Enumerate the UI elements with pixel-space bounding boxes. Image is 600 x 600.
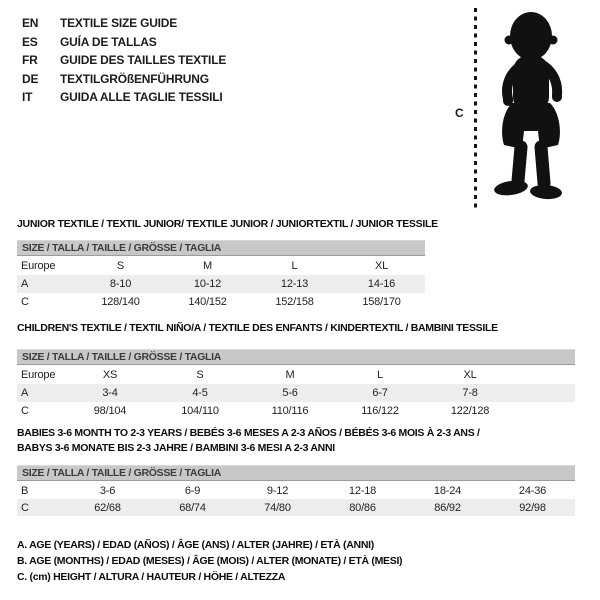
language-row-it	[22, 88, 226, 107]
language-title-list	[22, 14, 226, 107]
table-cell: 152/158	[275, 296, 314, 308]
table-cell: 14-16	[367, 278, 396, 290]
table-row-height	[17, 293, 425, 311]
childrens-size-header-bar: SIZE / TALLA / TAILLE / GRÖSSE / TAGLIA	[17, 349, 575, 365]
table-cell: 62/68	[94, 501, 121, 514]
row-label-cell: A	[21, 278, 29, 290]
junior-table-title: JUNIOR TEXTILE / TEXTIL JUNIOR/ TEXTILE JUNIOR / JUNIORTEXTIL / JUNIOR TESSILE	[17, 218, 438, 230]
table-cell: 3-6	[99, 484, 116, 497]
table-cell: XS	[102, 369, 118, 381]
junior-textile-section	[17, 218, 438, 311]
footnote-c-height: C. (cm) HEIGHT / ALTURA / HAUTEUR / HÖHE / ALTEZZA	[17, 571, 286, 583]
table-cell: 98/104	[93, 405, 127, 417]
table-cell: XL	[374, 260, 389, 272]
babies-table-title-line1: BABIES 3-6 MONTH TO 2-3 YEARS / BEBÉS 3-6 MESES A 2-3 AÑOS / BÉBÉS 3-6 MOIS À 2-3 ANS /	[17, 427, 480, 439]
table-row-age	[17, 275, 425, 293]
footnote-legend	[17, 537, 402, 585]
language-code: FR	[22, 53, 38, 68]
table-cell: 7-8	[462, 387, 478, 399]
table-row-europe	[17, 257, 425, 275]
language-code: DE	[22, 71, 39, 86]
table-cell: 18-24	[433, 484, 462, 497]
table-cell: 80/86	[349, 501, 376, 514]
table-cell: S	[116, 260, 125, 272]
table-cell: 9-12	[266, 484, 289, 497]
table-cell: 128/140	[101, 296, 140, 308]
table-cell: 6-9	[184, 484, 201, 497]
table-cell: L	[291, 260, 298, 272]
table-cell: 3-4	[102, 387, 118, 399]
table-cell: 4-5	[192, 387, 208, 399]
guide-title-fr: GUIDE DES TAILLES TEXTILE	[60, 53, 227, 68]
spacer-cell	[515, 366, 575, 384]
spacer-cell	[515, 384, 575, 402]
row-label-cell: B	[21, 484, 29, 497]
table-row-age	[17, 384, 575, 402]
babies-textile-section	[17, 426, 575, 516]
row-label-cell: Europe	[21, 260, 56, 272]
footnote-b-age-months: B. AGE (MONTHS) / EDAD (MESES) / ÂGE (MOIS) / ALTER (MONATE) / ETÀ (MESI)	[17, 555, 403, 567]
table-cell: M	[203, 260, 212, 272]
table-cell: 12-13	[280, 278, 309, 290]
language-row-en	[22, 14, 226, 33]
height-marker-c-label: C	[455, 106, 464, 120]
height-measurement-dashed-line	[474, 8, 477, 209]
row-label-cell: Europe	[21, 369, 56, 381]
table-cell: 8-10	[109, 278, 132, 290]
table-cell: 92/98	[519, 501, 546, 514]
table-cell: 122/128	[450, 405, 490, 417]
babies-table-title-line2: BABYS 3-6 MONATE BIS 2-3 JAHRE / BAMBINI 3-6 MESI A 2-3 ANNI	[17, 442, 335, 454]
language-code: IT	[22, 90, 33, 105]
row-label-cell: A	[21, 387, 29, 399]
guide-title-it: GUIDA ALLE TAGLIE TESSILI	[60, 90, 223, 105]
table-row-europe	[17, 366, 575, 384]
guide-title-de: TEXTILGRÖßENFÜHRUNG	[60, 71, 209, 86]
spacer-cell	[515, 402, 575, 420]
table-cell: 104/110	[181, 405, 219, 417]
language-code: EN	[22, 16, 39, 31]
childrens-table-title: CHILDREN'S TEXTILE / TEXTIL NIÑO/A / TEXTILE DES ENFANTS / KINDERTEXTIL / BAMBINI TESSILE	[17, 322, 498, 334]
junior-size-header-bar: SIZE / TALLA / TAILLE / GRÖSSE / TAGLIA	[17, 240, 425, 256]
table-cell: 24-36	[518, 484, 547, 497]
table-cell: L	[377, 369, 383, 381]
junior-size-table	[17, 257, 425, 311]
table-cell: 68/74	[179, 501, 206, 514]
guide-title-es: GUÍA DE TALLAS	[60, 34, 157, 49]
childrens-size-table	[17, 366, 575, 420]
language-code: ES	[22, 34, 38, 49]
childrens-textile-section	[17, 322, 575, 420]
table-cell: 6-7	[372, 387, 388, 399]
toddler-silhouette	[485, 9, 575, 209]
row-label-cell: C	[21, 501, 29, 514]
table-cell: 12-18	[348, 484, 377, 497]
table-row-height	[17, 499, 575, 516]
table-cell: 86/92	[434, 501, 461, 514]
table-cell: 116/122	[361, 405, 399, 417]
table-cell: 140/152	[188, 296, 227, 308]
row-label-cell: C	[21, 405, 29, 417]
footnote-a-age-years: A. AGE (YEARS) / EDAD (AÑOS) / ÂGE (ANS) / ALTER (JAHRE) / ETÀ (ANNI)	[17, 539, 374, 551]
guide-title-en: TEXTILE SIZE GUIDE	[60, 16, 178, 31]
table-cell: 5-6	[282, 387, 298, 399]
table-cell: 110/116	[271, 405, 309, 417]
row-label-cell: C	[21, 296, 29, 308]
table-cell: 74/80	[264, 501, 291, 514]
table-cell: 158/170	[362, 296, 401, 308]
language-row-de	[22, 70, 226, 89]
table-row-height	[17, 402, 575, 420]
table-row-age-months	[17, 482, 575, 499]
table-cell: XL	[463, 369, 477, 381]
babies-size-header-bar: SIZE / TALLA / TAILLE / GRÖSSE / TAGLIA	[17, 465, 575, 481]
babies-size-table	[17, 482, 575, 516]
table-cell: M	[285, 369, 295, 381]
language-row-es	[22, 33, 226, 52]
language-row-fr	[22, 51, 226, 70]
table-cell: 10-12	[193, 278, 222, 290]
table-cell: S	[196, 369, 204, 381]
